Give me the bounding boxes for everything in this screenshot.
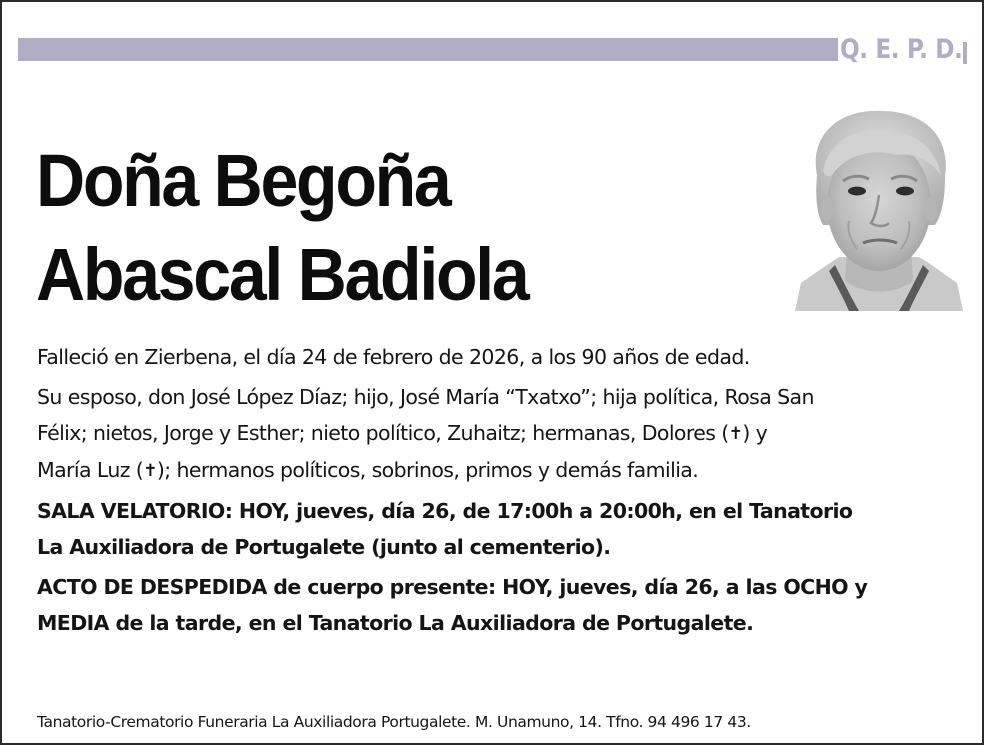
family-paragraph bbox=[37, 379, 949, 489]
farewell-line-2: MEDIA de la tarde, en el Tanatorio La Auxiliadora de Portugalete. bbox=[37, 611, 754, 635]
wake-paragraph bbox=[37, 493, 949, 565]
header-bar-end-mark bbox=[963, 42, 967, 64]
death-notice-paragraph bbox=[37, 339, 949, 375]
family-line-2: Félix; nietos, Jorge y Esther; nieto político, Zuhaitz; hermanas, Dolores (✝) y bbox=[37, 415, 949, 452]
wake-line-2: La Auxiliadora de Portugalete (junto al cementerio). bbox=[37, 535, 611, 559]
cross-icon: ✝ bbox=[143, 461, 157, 481]
portrait-photo bbox=[795, 105, 963, 311]
notice-body bbox=[37, 339, 949, 645]
portrait-image-icon bbox=[795, 105, 963, 311]
qepd-label: Q. E. P. D. bbox=[840, 34, 963, 65]
deceased-name-line-1: Doña Begoña bbox=[36, 139, 450, 222]
family-line-3: María Luz (✝); hermanos políticos, sobrinos, primos y demás familia. bbox=[37, 452, 949, 489]
deceased-name bbox=[36, 134, 527, 322]
header-bar bbox=[18, 38, 838, 61]
farewell-paragraph bbox=[37, 569, 949, 641]
farewell-line-1: ACTO DE DESPEDIDA de cuerpo presente: HOY, jueves, día 26, a las OCHO y bbox=[37, 575, 868, 599]
death-notice-text: Falleció en Zierbena, el día 24 de febrero de 2026, a los 90 años de edad. bbox=[37, 345, 750, 369]
funeral-home-footer: Tanatorio-Crematorio Funeraria La Auxiliadora Portugalete. M. Unamuno, 14. Tfno. 94 496 17 43. bbox=[37, 713, 751, 731]
family-line-1: Su esposo, don José López Díaz; hijo, José María “Txatxo”; hija política, Rosa San bbox=[37, 385, 814, 409]
cross-icon: ✝ bbox=[728, 424, 743, 444]
deceased-name-line-2: Abascal Badiola bbox=[36, 233, 528, 316]
wake-line-1: SALA VELATORIO: HOY, jueves, día 26, de 17:00h a 20:00h, en el Tanatorio bbox=[37, 499, 853, 523]
